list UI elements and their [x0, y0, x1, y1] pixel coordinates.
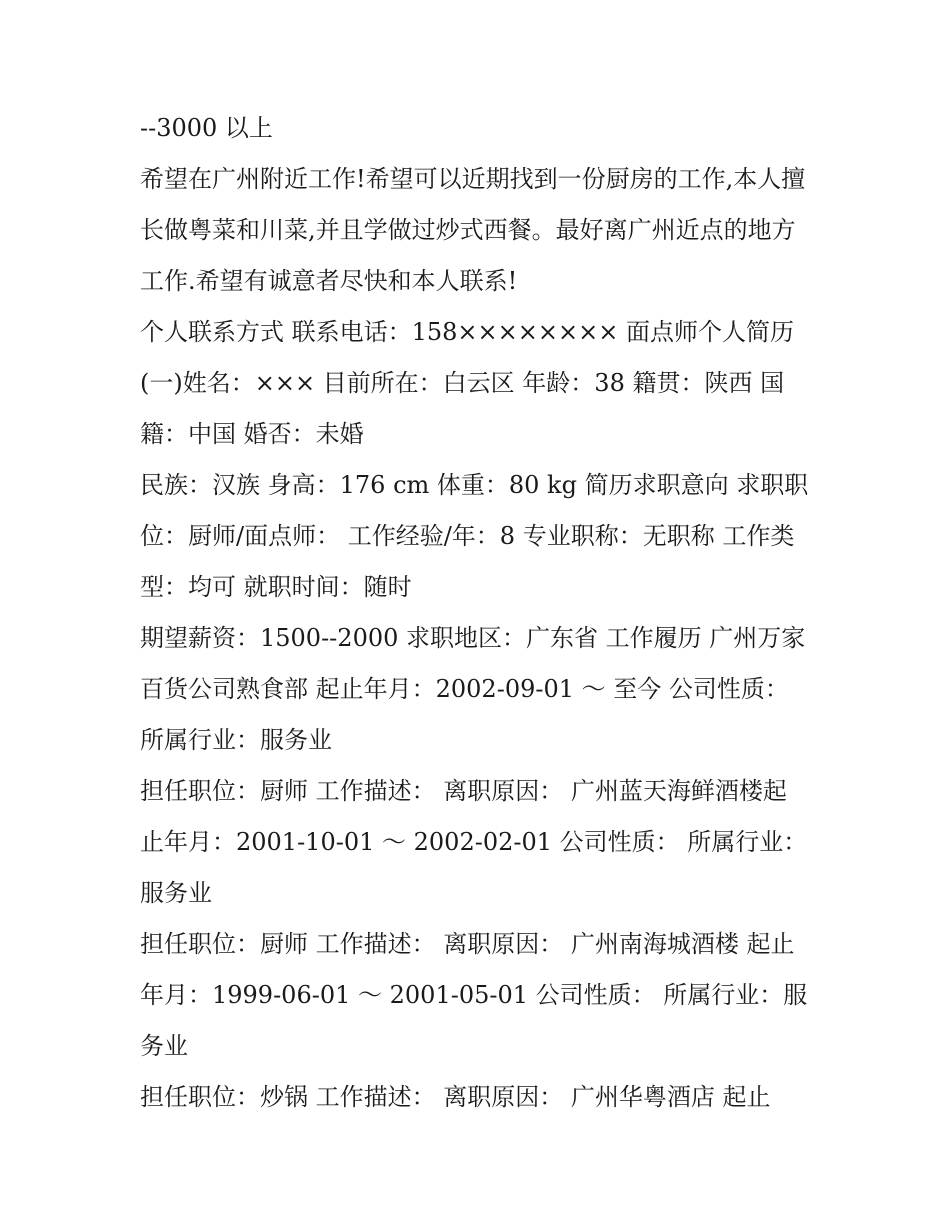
work-history-paragraph-2: 担任职位：厨师 工作描述： 离职原因： 广州蓝天海鲜酒楼起止年月：2001-10-01 ～ 2002-02-01 公司性质： 所属行业：服务业 — [140, 777, 808, 907]
work-history-paragraph-1: 期望薪资：1500--2000 求职地区：广东省 工作履历 广州万家百货公司熟食部 起止年月：2002-09-01 ～ 至今 公司性质： 所属行业：服务业 — [140, 624, 806, 754]
work-history-paragraph-3: 担任职位：厨师 工作描述： 离职原因： 广州南海城酒楼 起止年月：1999-06-01 ～ 2001-05-01 公司性质： 所属行业：服务业 — [140, 930, 808, 1060]
personal-details-paragraph: 民族：汉族 身高：176 cm 体重：80 kg 简历求职意向 求职职位：厨师/面点师： 工作经验/年：8 专业职称：无职称 工作类型：均可 就职时间：随时 — [140, 471, 809, 601]
work-history-paragraph-4: 担任职位：炒锅 工作描述： 离职原因： 广州华粤酒店 起止 — [140, 1083, 771, 1111]
job-wish-paragraph: 希望在广州附近工作!希望可以近期找到一份厨房的工作,本人擅长做粤菜和川菜,并且学做过炒式西餐。最好离广州近点的地方工作.希望有诚意者尽快和本人联系! — [140, 165, 806, 295]
salary-range-line: --3000 以上 — [140, 114, 273, 142]
document-body — [140, 103, 810, 1123]
contact-and-basic-info-paragraph: 个人联系方式 联系电话：158×××××××× 面点师个人简历(一)姓名：××× 目前所在：白云区 年龄：38 籍贯：陕西 国籍：中国 婚否：未婚 — [140, 318, 794, 448]
